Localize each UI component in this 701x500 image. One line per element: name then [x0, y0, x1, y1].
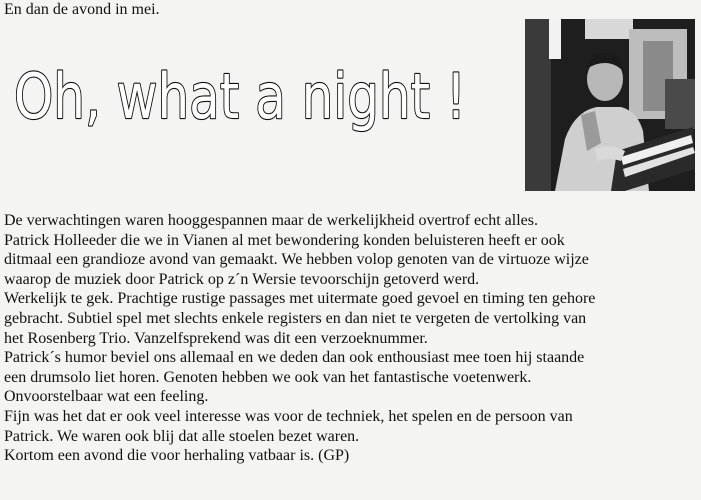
article-line: gebracht. Subtiel spel met slechts enkele registers en dan niet te vergeten de vertolking van — [4, 309, 587, 327]
article-line: Onvoorstelbaar wat een feeling. — [4, 388, 209, 406]
organ-player-photo — [525, 19, 695, 191]
article-line: een drumsolo liet horen. Genoten hebben we ook van het fantastische voetenwerk. — [4, 368, 532, 386]
article-line: Patrick´s humor beviel ons allemaal en we deden dan ook enthousiast mee toen hij staande — [4, 349, 585, 367]
headline-text: Oh, what a night ! — [14, 60, 466, 133]
person-at-organ-photo-icon — [525, 19, 695, 191]
article-line: Patrick. We waren ook blij dat alle stoelen bezet waren. — [4, 427, 360, 445]
article-line: waarop de muziek door Patrick op z´n Wersie tevoorschijn getoverd werd. — [4, 270, 480, 288]
article-body — [4, 211, 694, 466]
article-line: ditmaal een grandioze avond van gemaakt. We hebben volop genoten van de virtuoze wijze — [4, 251, 589, 269]
headline-title — [12, 46, 482, 142]
intro-line: En dan de avond in mei. — [4, 1, 160, 18]
article-line: het Rosenberg Trio. Vanzelfsprekend was dit een verzoeknummer. — [4, 329, 428, 347]
article-line: Werkelijk te gek. Prachtige rustige passages met uitermate goed gevoel en timing ten gehore — [4, 290, 596, 308]
article-line: Fijn was het dat er ook veel interesse was voor de techniek, het spelen en de persoon van — [4, 407, 573, 425]
article-line: Kortom een avond die voor herhaling vatbaar is. (GP) — [4, 447, 350, 465]
article-line: De verwachtingen waren hooggespannen maar de werkelijkheid overtrof echt alles. — [4, 212, 538, 229]
article-line: Patrick Holleeder die we in Vianen al met bewondering konden beluisteren heeft er ook — [4, 231, 565, 249]
